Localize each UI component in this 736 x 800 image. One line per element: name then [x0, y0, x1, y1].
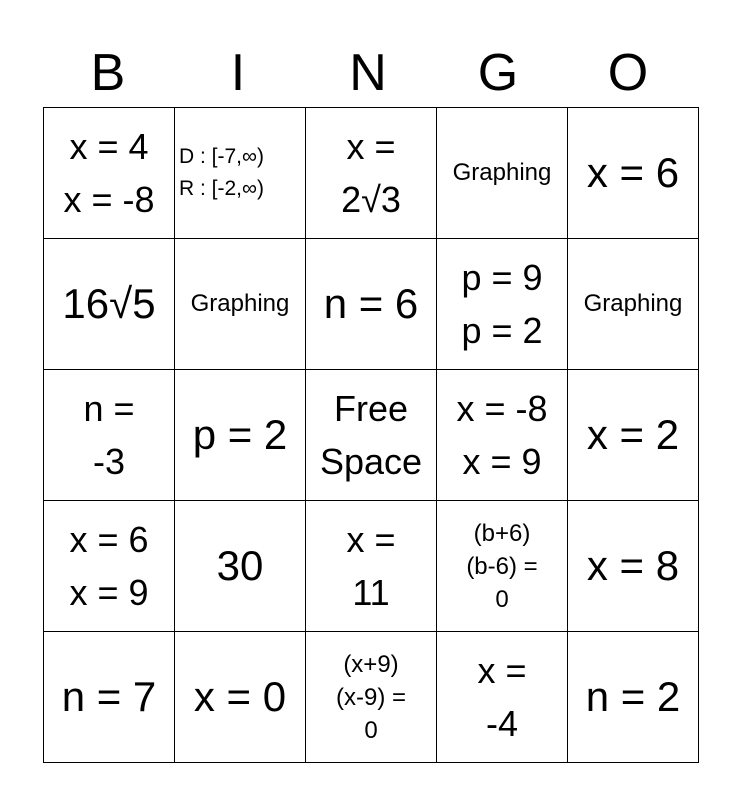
free-space-text: Free Space	[319, 388, 423, 482]
board-row	[44, 239, 699, 370]
cell-text: Graphing	[583, 290, 683, 317]
bingo-cell[interactable]	[175, 370, 306, 501]
board-row	[44, 108, 699, 239]
cell-text: x = -8 x = 9	[456, 388, 548, 482]
bingo-cell[interactable]	[437, 501, 568, 632]
cell-text: n = -3	[83, 388, 135, 482]
bingo-cell[interactable]	[44, 108, 175, 239]
bingo-cell[interactable]	[568, 370, 699, 501]
bingo-cell[interactable]	[437, 108, 568, 239]
cell-text: x = 0	[193, 673, 287, 720]
bingo-cell[interactable]	[44, 370, 175, 501]
bingo-cell[interactable]	[568, 239, 699, 370]
cell-text: 30	[216, 542, 264, 589]
cell-text: n = 2	[585, 673, 681, 720]
header-letter-o: O	[607, 44, 649, 102]
cell-text: x = 4 x = -8	[63, 126, 155, 220]
header-letter-n: N	[349, 44, 387, 102]
bingo-cell[interactable]	[44, 239, 175, 370]
bingo-cell[interactable]	[175, 632, 306, 763]
cell-text: n = 6	[323, 280, 419, 327]
cell-text: x = 2√3	[341, 126, 401, 220]
bingo-cell[interactable]	[175, 501, 306, 632]
cell-text: x = 6	[586, 149, 680, 196]
cell-text: n = 7	[61, 673, 157, 720]
bingo-cell[interactable]	[437, 370, 568, 501]
bingo-cell[interactable]	[306, 239, 437, 370]
cell-text: x = -4	[477, 650, 527, 744]
cell-text: x = 2	[586, 411, 680, 458]
bingo-cell[interactable]	[306, 501, 437, 632]
header-letter-i: I	[230, 44, 246, 102]
cell-text: x = 6 x = 9	[69, 519, 149, 613]
cell-text: (b+6) (b-6) = 0	[466, 519, 538, 613]
bingo-cell[interactable]	[437, 632, 568, 763]
header-letter-g: G	[477, 44, 519, 102]
board-row	[44, 370, 699, 501]
bingo-cell[interactable]	[306, 632, 437, 763]
cell-text: p = 9 p = 2	[461, 257, 543, 351]
cell-text: x = 11	[346, 519, 396, 613]
bingo-cell[interactable]	[44, 501, 175, 632]
cell-text: p = 2	[192, 411, 288, 458]
bingo-cell[interactable]	[568, 632, 699, 763]
bingo-cell[interactable]	[44, 632, 175, 763]
cell-text: (x+9) (x-9) = 0	[335, 650, 406, 744]
bingo-cell[interactable]	[175, 239, 306, 370]
cell-text: D : [-7,∞) R : [-2,∞)	[179, 145, 264, 200]
cell-text: Graphing	[190, 290, 290, 317]
header-letter-b: B	[90, 44, 126, 102]
free-space-cell[interactable]	[306, 370, 437, 501]
board-row	[44, 632, 699, 763]
cell-text: x = 8	[586, 542, 680, 589]
bingo-cell[interactable]	[175, 108, 306, 239]
bingo-cell[interactable]	[306, 108, 437, 239]
cell-text: 16√5	[62, 280, 156, 327]
bingo-cell[interactable]	[437, 239, 568, 370]
bingo-cell[interactable]	[568, 108, 699, 239]
cell-text: Graphing	[452, 159, 552, 186]
bingo-header	[43, 40, 693, 106]
board-row	[44, 501, 699, 632]
bingo-board	[43, 107, 699, 763]
bingo-cell[interactable]	[568, 501, 699, 632]
